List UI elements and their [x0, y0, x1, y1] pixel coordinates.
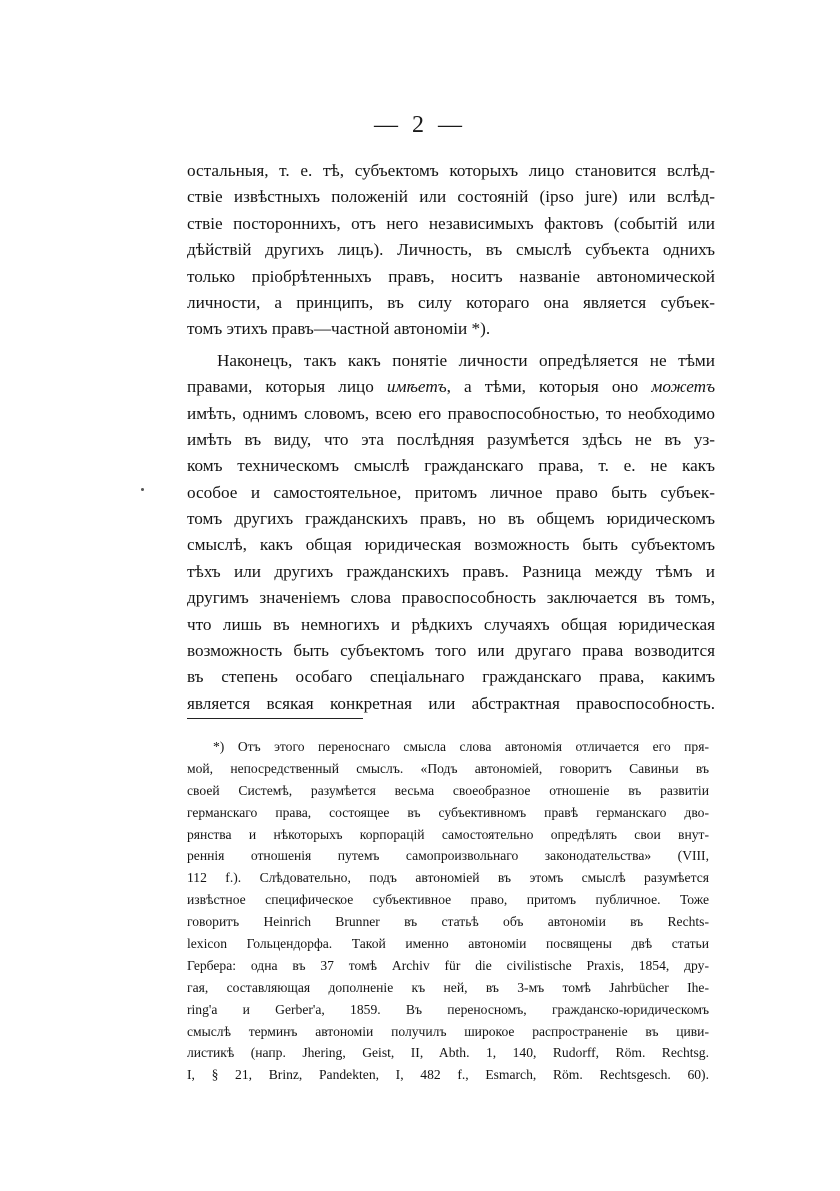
- text-line: возможность быть субъектомъ того или другаго права возводится: [187, 641, 715, 661]
- text-line: въ степень особаго спеціальнаго гражданскаго права, какимъ: [187, 667, 715, 687]
- emphasis-text: имѣетъ: [386, 377, 447, 397]
- text-line: личности, а принципъ, въ силу котораго она является субъек-: [187, 292, 715, 312]
- emphasis-text: можетъ: [651, 377, 715, 397]
- text-run: , а тѣми, которыя оно: [446, 377, 652, 397]
- text-line: томъ другихъ гражданскихъ правъ, но въ общемъ юридическомъ: [187, 509, 715, 529]
- text-line: ствіе постороннихъ, отъ него независимыхъ фактовъ (событій или: [187, 213, 715, 233]
- footnote-line: 112 f.). Слѣдовательно, подъ автономіей въ этомъ смыслѣ разумѣется: [187, 870, 709, 886]
- footnote-line: *) Отъ этого переноснаго смысла слова автономія отличается его пря-: [213, 739, 709, 754]
- paragraph-2: [187, 348, 715, 717]
- footnote-line: lexicon Гольцендорфа. Такой именно автономіи посвящены двѣ статьи: [187, 936, 709, 952]
- text-line: является всякая конкретная или абстрактная правоспособность.: [187, 693, 715, 713]
- footnote-line: ring'a и Gerber'a, 1859. Въ переносномъ, гражданско-юридическомъ: [187, 1001, 709, 1017]
- footnote-divider: [187, 718, 363, 719]
- footnote-line: говоритъ Heinrich Brunner въ статьѣ объ автономіи въ Rechts-: [187, 914, 709, 930]
- page-number: — 2 —: [374, 112, 466, 138]
- text-line: Наконецъ, такъ какъ понятіе личности опредѣляется не тѣми: [217, 350, 715, 370]
- text-line: имѣть въ виду, что эта послѣдняя разумѣется здѣсь не въ уз-: [187, 429, 715, 449]
- text-line: тѣхъ или другихъ гражданскихъ правъ. Разница между тѣмъ и: [187, 561, 715, 581]
- text-run: правами, которыя лицо: [187, 377, 387, 397]
- footnote-line: своей Системѣ, разумѣется весьма своеобразное отношеніе въ развитіи: [187, 782, 709, 798]
- footnote-line: мой, непосредственный смыслъ. «Подъ автономіей, говоритъ Савиньи въ: [187, 760, 709, 776]
- text-line: имѣть, однимъ словомъ, всею его правоспособностью, то необходимо: [187, 403, 715, 423]
- footnote-line: реннія отношенія путемъ самопроизвольнаго законодательства» (VIII,: [187, 848, 709, 864]
- text-line: что лишь въ немногихъ и рѣдкихъ случаяхъ общая юридическая: [187, 614, 715, 634]
- text-line: дѣйствій другихъ лицъ). Личность, въ смыслѣ субъекта однихъ: [187, 240, 715, 260]
- text-line: ствіе извѣстныхъ положеній или состояній (ipso jure) или вслѣд-: [187, 187, 715, 207]
- footnote-line: I, § 21, Brinz, Pandekten, I, 482 f., Esmarch, Röm. Rechtsgesch. 60).: [187, 1067, 709, 1083]
- text-line: особое и самостоятельное, притомъ личное право быть субъек-: [187, 482, 715, 502]
- footnote-line: гая, составляющая дополненіе къ ней, въ 3-мъ томѣ Jahrbücher Ihe-: [187, 979, 709, 995]
- footnote: [187, 736, 709, 1086]
- text-line: смыслѣ, какъ общая юридическая возможность быть субъектомъ: [187, 535, 715, 555]
- main-text: [187, 158, 715, 717]
- footnote-line: смыслѣ терминъ автономіи получилъ широкое распространеніе въ циви-: [187, 1023, 709, 1039]
- footnote-line: листикѣ (напр. Jhering, Geist, II, Abth. 1, 140, Rudorff, Röm. Rechtsg.: [187, 1045, 709, 1061]
- stray-dot-mark: [141, 488, 144, 491]
- footnote-line: германскаго права, состоящее въ субъективномъ правѣ германскаго дво-: [187, 804, 709, 820]
- text-line-with-emphasis: [187, 374, 715, 400]
- text-line: только пріобрѣтенныхъ правъ, носитъ названіе автономической: [187, 266, 715, 286]
- footnote-line: рянства и нѣкоторыхъ корпорацій самостоятельно опредѣлять свои внут-: [187, 826, 709, 842]
- footnote-line: извѣстное специфическое субъективное право, притомъ публичное. Тоже: [187, 892, 709, 908]
- text-line: другимъ значеніемъ слова правоспособность заключается въ томъ,: [187, 588, 715, 608]
- text-line: остальныя, т. е. тѣ, субъектомъ которыхъ лицо становится вслѣд-: [187, 161, 715, 180]
- text-line: комъ техническомъ смыслѣ гражданскаго права, т. е. не какъ: [187, 456, 715, 476]
- footnote-line: Гербера: одна въ 37 томѣ Archiv für die civilistische Praxis, 1854, дру-: [187, 957, 709, 973]
- paragraph-1: [187, 158, 715, 343]
- text-line: томъ этихъ правъ—частной автономіи *).: [187, 319, 491, 339]
